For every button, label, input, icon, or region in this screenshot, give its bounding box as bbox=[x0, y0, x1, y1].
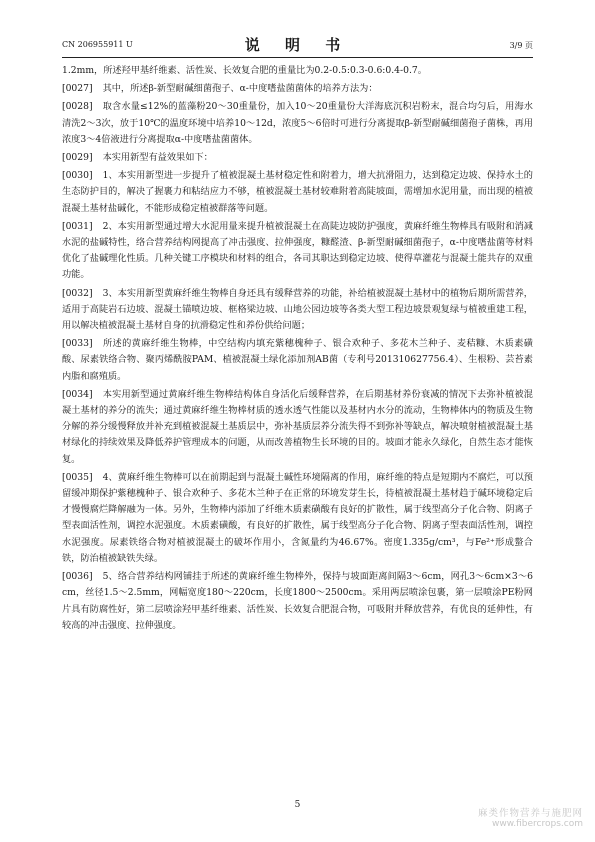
watermark-site-name: 麻类作物营养与施肥网 bbox=[477, 808, 583, 819]
paragraph-0034: [0034] 本实用新型通过黄麻纤维生物棒结构体自身活化后缓释营养，在后期基材养份衰减的情况下去弥补植被混凝土基材的养分的流失；通过黄麻纤维生物棒材质的透水透气性能以及基材内水分的流动，生物棒体内的物质及生物分解的养分缓慢释放并补充到植被混凝土基质层中，弥补基质层养分流失得不到弥补等缺点，解决喷射植被混凝土基材绿化的持续效果及降低养护管理成本的问题，从而改善植物生长环境的目的。坡面才能永久绿化，自然生态才能恢复。 bbox=[62, 388, 533, 465]
paragraph-number: [0035] bbox=[62, 471, 93, 483]
paragraph-number: [0036] bbox=[62, 571, 93, 583]
paragraph-number: [0031] bbox=[62, 220, 93, 232]
paragraph-0032: [0032] 3、本实用新型黄麻纤维生物棒自身还具有缓释营养的功能，补给植被混凝土基材中的植物后期所需营养，适用于高陡岩石边坡、混凝土锚喷边坡、框格梁边坡、山地公园边坡等各类大型工程边坡景观复绿与植被重建工程，用以解决植被混凝土基材自身的抗滑稳定性和养份供给问题； bbox=[62, 287, 533, 332]
paragraph-number: [0029] bbox=[62, 152, 93, 164]
paragraph-0031: [0031] 2、本实用新型通过增大水泥用量来提升植被混凝土在高陡边坡防护强度，黄麻纤维生物棒具有吸附和消减水泥的盐碱特性，络合营养结构网提高了冲击强度、拉伸强度，糠醛渣、β-新型耐碱细菌孢子，α-中度嗜盐菌等材料优化了盐碱理化性质。几种关键工序模块和材料的组合，各司其职达到稳定边坡、使得草灌花与混凝土能共存的双重功能。 bbox=[62, 220, 533, 281]
paragraph-number: [0033] bbox=[62, 338, 93, 350]
paragraph-0035: [0035] 4、黄麻纤维生物棒可以在前期起到与混凝土碱性环境隔离的作用，麻纤维的特点是短期内不腐烂，可以预留缓冲期保护紫穗槐种子、银合欢种子、多花木兰种子在正常的环境发芽生长，待植被混凝土基材趋于碱环境稳定后才慢慢腐烂降解融为一体。另外，生物棒内添加了纤维木质素磺酸有良好的扩散性，属于线型高分子化合物、阴离子型表面活性剂，调控水泥强度。木质素磺酸，有良好的扩散性，属于线型高分子化合物、阴离子型表面活性剂，调控水泥强度。尿素铁络合物对植被混凝土的破坏作用小，含氮量约为46.67%。密度1.335g/cm³，与Fe²⁺形成螯合铁，防治植被缺铁失绿。 bbox=[62, 471, 533, 564]
paragraph-0027: [0027] 其中，所述β-新型耐碱细菌孢子、α-中度嗜盐菌菌体的培养方法为： bbox=[62, 83, 378, 95]
watermark bbox=[478, 808, 583, 830]
paragraph-number: [0034] bbox=[62, 388, 93, 400]
paragraph-number: [0028] bbox=[62, 101, 93, 113]
page-header bbox=[62, 34, 533, 56]
paragraph-0030: [0030] 1、本实用新型进一步提升了植被混凝土基材稳定性和附着力，增大抗滑阻力，达到稳定边坡、保持水土的生态防护目的，解决了握裹力和粘结应力不够，植被混凝土基材较难附着高陡坡面，需增加水泥用量，而出现的植被混凝土基材盐碱化，不能形成稳定植被群落等问题。 bbox=[62, 170, 533, 214]
watermark-url: www.fibercrops.com bbox=[492, 819, 583, 829]
paragraph-number: [0027] bbox=[62, 83, 93, 95]
paragraph-0028: [0028] 取含水量≤12%的蓝藻粉20～30重量份，加入10～20重量份大洋海底沉积岩粉末，混合均匀后，用海水清洗2～3次，放于10℃的温度环境中培养10～12d，浓度5～6倍时可进行分离提取β-新型耐碱细菌孢子菌株，再用浓度3～4倍液进行分离提取α-中度嗜盐菌菌体。 bbox=[62, 101, 533, 145]
header-rule bbox=[62, 57, 533, 58]
patent-number: CN 206955911 U bbox=[62, 40, 133, 49]
page-indicator: 3/9 页 bbox=[509, 41, 533, 50]
paragraph-0033: [0033] 所述的黄麻纤维生物棒，中空结构内填充紫穗槐种子、银合欢种子、多花木兰种子、麦秸糠、木质素磺酸、尿素铁络合物、聚丙烯酰胺PAM、植被混凝土绿化添加剂AB菌（专利号201310627756.4）、生根粉、芸苔素内脂和腐殖质。 bbox=[62, 338, 533, 382]
document-body bbox=[62, 63, 533, 636]
page-number: 5 bbox=[294, 800, 301, 810]
paragraph-number: [0032] bbox=[62, 287, 93, 299]
document-title: 说 明 书 bbox=[244, 36, 351, 54]
paragraph-0036: [0036] 5、络合营养结构网铺挂于所述的黄麻纤维生物棒外，保持与坡面距离间隔3～6cm，网孔3～6cm×3～6cm，丝径1.5～2.5mm，网幅宽度180～220cm，长度1800～2500cm。采用两层喷涂包裹，第一层喷涂PE粉网片具有防腐性好，第二层喷涂羟甲基纤维素、活性炭、长效复合肥混合物，可吸附并释放营养，有优良的延伸性，有较高的冲击强度、拉伸强度。 bbox=[62, 571, 533, 631]
paragraph-number: [0030] bbox=[62, 170, 93, 182]
paragraph-0029: [0029] 本实用新型有益效果如下： bbox=[62, 152, 213, 164]
paragraph-0026-continued: 1.2mm，所述羟甲基纤维素、活性炭、长效复合肥的重量比为0.2-0.5:0.3-0.6:0.4-0.7。 bbox=[62, 65, 427, 76]
